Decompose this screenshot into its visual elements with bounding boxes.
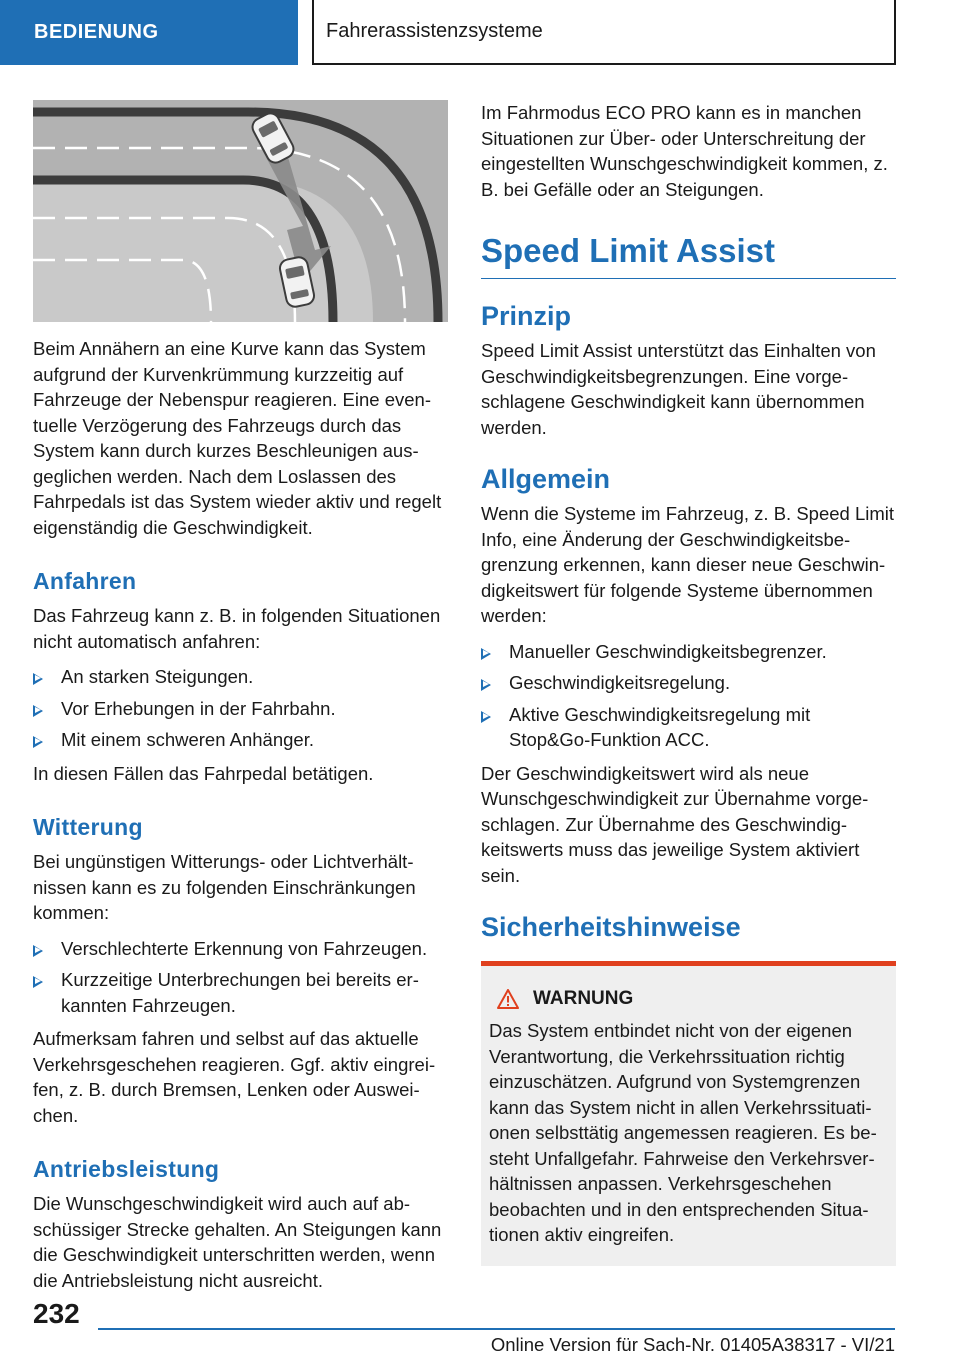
witterung-outro: Aufmerksam fahren und selbst auf das aktuelle Verkehrsgeschehen reagieren. Ggf. aktiv eingreifen, z. B. durch Bremsen, Lenken oder Ausweichen.: [33, 1028, 436, 1126]
left-column: [33, 100, 448, 1303]
figure-caption: Beim Annähern an eine Kurve kann das System aufgrund der Kurvenkrümmung kurzzeitig auf Fahrzeuge der Nebenspur reagieren. Eine eventuelle Verzögerung des Fahrzeugs durch das System kann durch kurzes Beschleunigen ausgeglichen werden. Nach dem Loslassen des Fahrpedals ist das System wieder aktiv und regelt eigenständig die Geschwindigkeit.: [33, 338, 442, 538]
warning-label: WARNUNG: [533, 988, 634, 1009]
list-item: Mit einem schweren Anhänger.: [33, 727, 448, 753]
curve-traffic-illustration: [33, 100, 448, 322]
heading-sicherheitshinweise: Sicherheitshinweise: [481, 912, 741, 942]
page-number: 232: [33, 1298, 80, 1329]
section-tab: [0, 0, 298, 65]
antrieb-text: Die Wunschgeschwindigkeit wird auch auf abschüssiger Strecke gehalten. An Steigungen kann die Geschwindigkeit unterschritten werden, wenn die Antriebsleistung nicht ausreicht.: [33, 1193, 442, 1291]
warning-text: Das System entbindet nicht von der eigenen Verantwortung, die Verkehrssituation richtig einzuschätzen. Aufgrund von Systemgrenzen kann das System nicht in allen Verkehrssituationen selbsttätig angemessen reagieren. Es besteht Unfallgefahr. Fahrweise den Verkehrsverhältnissen anpassen. Verkehrsgeschehen beobachten und in den entsprechenden Situationen aktiv eingreifen.: [489, 1020, 877, 1245]
bullet-triangle-icon: [33, 976, 43, 988]
heading-antriebsleistung: Antriebsleistung: [33, 1156, 220, 1182]
section-title: Speed Limit Assist: [481, 232, 896, 279]
list-item: Aktive Geschwindigkeitsregelung mit Stop&Go-Funktion ACC.: [481, 702, 896, 753]
heading-allgemein: Allgemein: [481, 464, 611, 494]
warning-triangle-icon: [497, 989, 519, 1009]
bullet-triangle-icon: [33, 945, 43, 957]
bullet-triangle-icon: [33, 673, 43, 685]
anfahren-intro: Das Fahrzeug kann z. B. in folgenden Situationen nicht automatisch anfahren:: [33, 605, 441, 652]
warning-box: [481, 961, 896, 1266]
list-item: Geschwindigkeitsregelung.: [481, 670, 896, 696]
allgemein-outro: Der Geschwindigkeitswert wird als neue Wunschgeschwindigkeit zur Übernahme vorgeschlagen. Zur Übernahme des Geschwindigkeitswerts muss das jeweilige System aktiviert sein.: [481, 762, 869, 886]
list-item: Kurzzeitige Unterbrechungen bei bereits erkannten Fahrzeugen.: [33, 967, 448, 1018]
prinzip-text: Speed Limit Assist unterstützt das Einhalten von Geschwindigkeitsbegrenzungen. Eine vorgeschlagene Geschwindigkeit kann übernommen werden.: [481, 340, 876, 438]
list-item: Vor Erhebungen in der Fahrbahn.: [33, 696, 448, 722]
allgemein-intro: Wenn die Systeme im Fahrzeug, z. B. Speed Limit Info, eine Änderung der Geschwindigkeitsbegrenzung erkennen, kann dieser neue Geschwindigkeitswert für folgende Systeme übernommen werden:: [481, 503, 895, 626]
right-column: [481, 100, 896, 1266]
eco-pro-paragraph: Im Fahrmodus ECO PRO kann es in manchen Situationen zur Über- oder Unterschreitung der eingestellten Wunschgeschwindigkeit kommen, z. B. bei Gefälle oder an Steigungen.: [481, 102, 888, 200]
bullet-triangle-icon: [481, 648, 491, 660]
bullet-triangle-icon: [33, 736, 43, 748]
footer-divider: [98, 1328, 895, 1330]
heading-witterung: Witterung: [33, 814, 143, 840]
bullet-triangle-icon: [481, 679, 491, 691]
witterung-intro: Bei ungünstigen Witterungs- oder Lichtverhältnissen kann es zu folgenden Einschränkungen kommen:: [33, 851, 416, 923]
anfahren-list: [33, 664, 448, 753]
list-item: Verschlechterte Erkennung von Fahrzeugen.: [33, 936, 448, 962]
heading-prinzip: Prinzip: [481, 301, 572, 331]
chapter-title: Fahrerassistenzsysteme: [326, 20, 543, 42]
bullet-triangle-icon: [481, 711, 491, 723]
section-label: BEDIENUNG: [34, 21, 159, 43]
bullet-triangle-icon: [33, 705, 43, 717]
list-item: Manueller Geschwindigkeitsbegrenzer.: [481, 639, 896, 665]
online-version-note: Online Version für Sach-Nr. 01405A38317 - VI/21: [490, 1334, 895, 1355]
chapter-header: [312, 0, 896, 65]
heading-anfahren: Anfahren: [33, 568, 137, 594]
warning-header: [489, 988, 886, 1010]
anfahren-outro: In diesen Fällen das Fahrpedal betätigen.: [33, 762, 374, 784]
witterung-list: [33, 936, 448, 1019]
allgemein-list: [481, 639, 896, 753]
list-item: An starken Steigungen.: [33, 664, 448, 690]
